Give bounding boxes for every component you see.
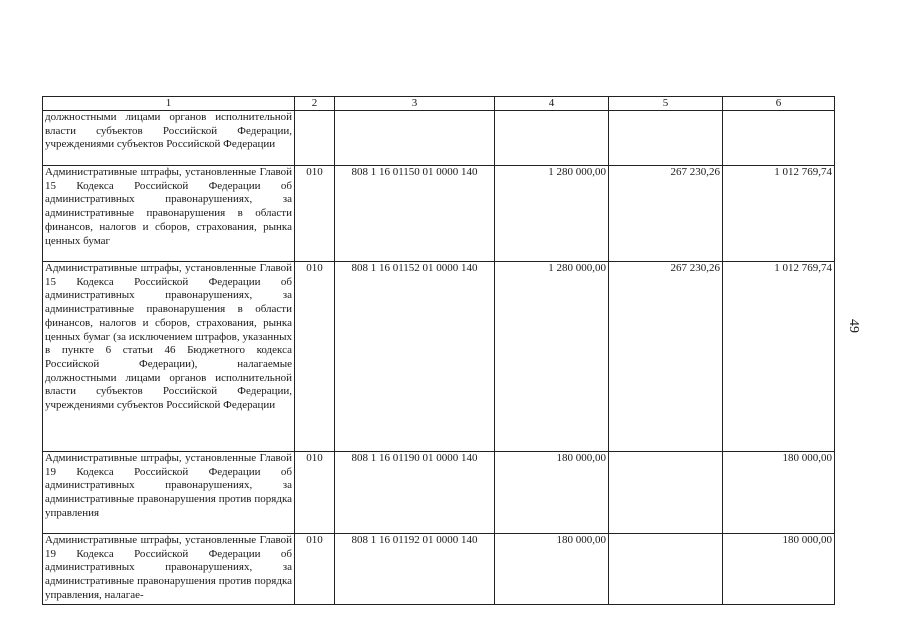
row-name: Административные штрафы, установленные Главой 15 Кодекса Российской Федерации об административных правонарушениях, за административные правонарушения в области финансов, налогов и сборов, страхования, рынка ценных бумаг (за исключением штрафов, указанных в пункте 6 статьи 46 Бюджетного кодекса Российской Федерации), налагаемые должностными лицами органов исполнительной власти субъектов Российской Федерации, учреждениями субъектов Российской Федерации — [43, 262, 295, 452]
row-remaining — [723, 111, 835, 166]
column-header-3: 3 — [335, 97, 495, 111]
row-code: 010 — [295, 262, 335, 452]
row-remaining: 1 012 769,74 — [723, 166, 835, 262]
row-approved: 1 280 000,00 — [495, 166, 609, 262]
column-number-row — [43, 97, 835, 111]
row-name: Административные штрафы, установленные Главой 19 Кодекса Российской Федерации об административных правонарушениях, за административные правонарушения против порядка управления, налагае- — [43, 534, 295, 605]
column-header-4: 4 — [495, 97, 609, 111]
row-approved: 1 280 000,00 — [495, 262, 609, 452]
row-code: 010 — [295, 452, 335, 534]
row-executed — [609, 534, 723, 605]
row-name: должностными лицами органов исполнительной власти субъектов Российской Федерации, учреждениями субъектов Российской Федерации — [43, 111, 295, 166]
row-executed: 267 230,26 — [609, 166, 723, 262]
row-approved: 180 000,00 — [495, 534, 609, 605]
row-name: Административные штрафы, установленные Главой 15 Кодекса Российской Федерации об административных правонарушениях, за административные правонарушения в области финансов, налогов и сборов, страхования, рынка ценных бумаг — [43, 166, 295, 262]
row-executed — [609, 111, 723, 166]
row-code: 010 — [295, 534, 335, 605]
row-kbk: 808 1 16 01192 01 0000 140 — [335, 534, 495, 605]
row-remaining: 180 000,00 — [723, 452, 835, 534]
row-remaining: 180 000,00 — [723, 534, 835, 605]
row-kbk: 808 1 16 01152 01 0000 140 — [335, 262, 495, 452]
table-row — [43, 452, 835, 534]
row-executed: 267 230,26 — [609, 262, 723, 452]
column-header-2: 2 — [295, 97, 335, 111]
row-remaining: 1 012 769,74 — [723, 262, 835, 452]
column-header-5: 5 — [609, 97, 723, 111]
table-row — [43, 111, 835, 166]
row-name: Административные штрафы, установленные Главой 19 Кодекса Российской Федерации об административных правонарушениях, за административные правонарушения против порядка управления — [43, 452, 295, 534]
table-row — [43, 166, 835, 262]
table-row — [43, 262, 835, 452]
row-approved: 180 000,00 — [495, 452, 609, 534]
report-table — [42, 96, 835, 605]
row-kbk: 808 1 16 01190 01 0000 140 — [335, 452, 495, 534]
row-kbk — [335, 111, 495, 166]
row-kbk: 808 1 16 01150 01 0000 140 — [335, 166, 495, 262]
column-header-1: 1 — [43, 97, 295, 111]
table-row — [43, 534, 835, 605]
row-approved — [495, 111, 609, 166]
column-header-6: 6 — [723, 97, 835, 111]
row-code: 010 — [295, 166, 335, 262]
page-number: 49 — [846, 319, 861, 333]
row-code — [295, 111, 335, 166]
row-executed — [609, 452, 723, 534]
